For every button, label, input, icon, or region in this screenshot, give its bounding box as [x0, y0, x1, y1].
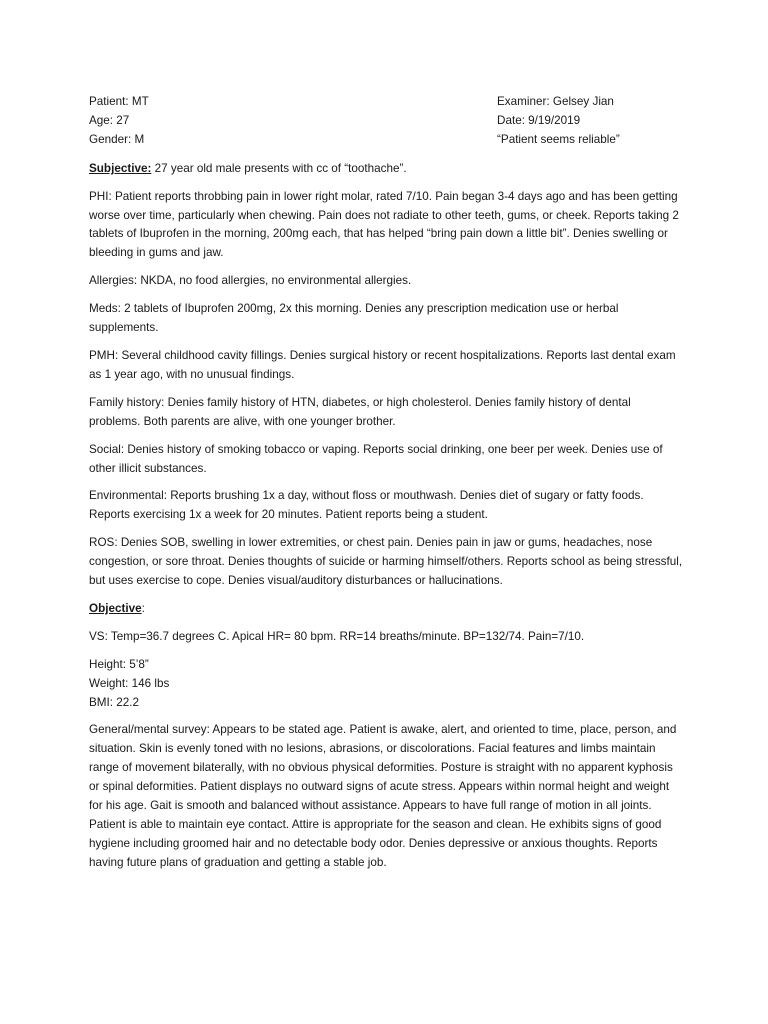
pmh-section: PMH: Several childhood cavity fillings. Denies surgical history or recent hospitalizations. Reports last dental exam as 1 year ago, with no unusual findings. [89, 348, 676, 381]
exam-info [497, 93, 685, 150]
patient-name: Patient: MT [89, 95, 149, 108]
allergies-section: Allergies: NKDA, no food allergies, no environmental allergies. [89, 274, 412, 288]
subjective-section [89, 160, 685, 179]
objective-heading: Objective [89, 601, 142, 615]
objective-section [89, 600, 685, 619]
general-survey-section: General/mental survey: Appears to be stated age. Patient is awake, alert, and oriented to time, place, person, and situation. Skin is evenly toned with no lesions, abrasions, or discolorations. Facial features and limbs maintain range of movement bilaterally, with no obvious physical deformities. Posture is straight with no apparent kyphosis or spinal deformities. Patient displays no outward signs of acute stress. Appears within normal height and weight for his age. Gait is smooth and balanced without assistance. Appears to have full range of motion in all joints. Patient is able to maintain eye contact. Attire is appropriate for the season and clean. He exhibits signs of good hygiene including groomed hair and no detectable body odor. Denies depressive or anxious thoughts. Reports having future plans of graduation and getting a stable job. [89, 723, 677, 869]
meds-section: Meds: 2 tablets of Ibuprofen 200mg, 2x this morning. Denies any prescription medication use or herbal supplements. [89, 302, 619, 335]
header [89, 93, 685, 150]
chief-complaint: 27 year old male presents with cc of “toothache”. [151, 161, 407, 175]
objective-colon: : [141, 601, 145, 615]
social-section: Social: Denies history of smoking tobacco or vaping. Reports social drinking, one beer per week. Denies use of other illicit substances. [89, 442, 663, 475]
environmental-section: Environmental: Reports brushing 1x a day, without floss or mouthwash. Denies diet of sugary or fatty foods. Reports exercising 1x a week for 20 minutes. Patient reports being a student. [89, 489, 644, 522]
measurements [89, 656, 685, 713]
reliability-note: “Patient seems reliable” [497, 132, 620, 146]
patient-info [89, 93, 149, 150]
bmi-value: BMI: 22.2 [89, 695, 140, 709]
vital-signs: VS: Temp=36.7 degrees C. Apical HR= 80 bpm. RR=14 breaths/minute. BP=132/74. Pain=7/10. [89, 629, 585, 643]
patient-age: Age: 27 [89, 113, 130, 127]
phi-section: PHI: Patient reports throbbing pain in lower right molar, rated 7/10. Pain began 3-4 days ago and has been getting worse over time, particularly when chewing. Pain does not radiate to other teeth, gums, or cheek. Reports taking 2 tablets of Ibuprofen in the morning, 200mg each, that has helped “bring pain down a little bit”. Denies swelling or bleeding in gums and jaw. [89, 189, 679, 260]
family-history-section: Family history: Denies family history of HTN, diabetes, or high cholesterol. Denies family history of dental problems. Both parents are alive, with one younger brother. [89, 395, 631, 428]
ros-section: ROS: Denies SOB, swelling in lower extremities, or chest pain. Denies pain in jaw or gums, headaches, nose congestion, or sore throat. Denies thoughts of suicide or harming himself/others. Reports school as being stressful, but uses exercise to cope. Denies visual/auditory disturbances or hallucinations. [89, 536, 683, 588]
patient-gender: Gender: M [89, 132, 145, 146]
document-page [89, 93, 685, 882]
height-value: Height: 5’8” [89, 657, 149, 671]
subjective-heading: Subjective: [89, 161, 152, 175]
weight-value: Weight: 146 lbs [89, 676, 170, 690]
examiner-name: Examiner: Gelsey Jian [497, 95, 614, 108]
exam-date: Date: 9/19/2019 [497, 113, 581, 127]
